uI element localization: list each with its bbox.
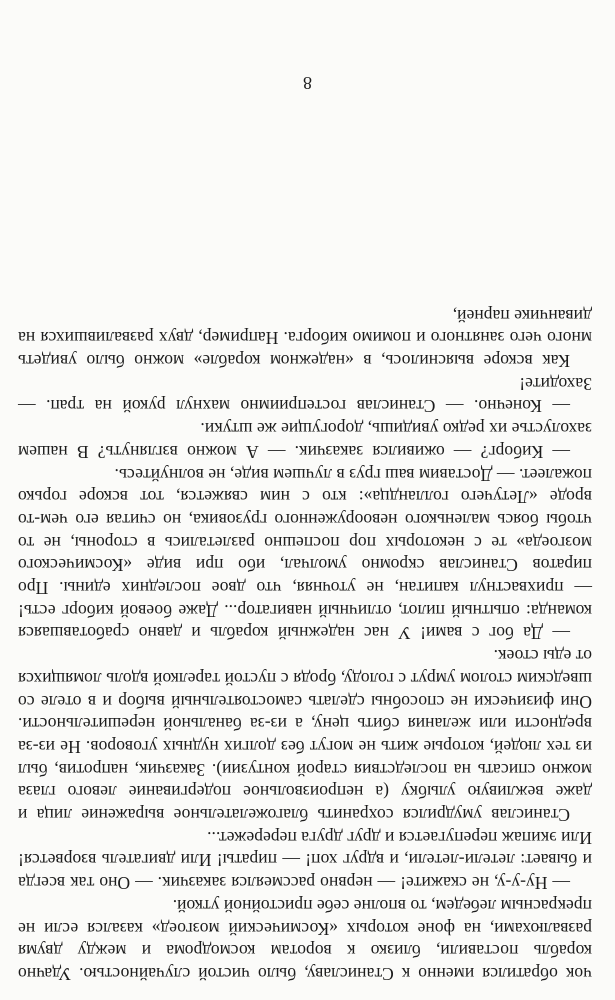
page-number: 8 — [303, 73, 312, 93]
paragraph: — Киборг? — оживился заказчик. — А можно взглянуть? В нашем захолустье их редко увидишь, дорогущие же штуки. — [18, 419, 592, 462]
paragraph: чок обратился именно к Станиславу, было чистой случайностью. Удачно корабль поставили, близко к воротам космодрома и между двумя развалюхами, на фоне которых «Космический мозгоед» казался если не прекрасным лебедем, то вполне себе пристойной уткой. — [18, 895, 592, 984]
page-text-block — [18, 304, 592, 985]
paragraph: — Конечно. — Станислав гостеприимно махнул рукой на трап. — Заходите! — [18, 373, 592, 417]
paragraph: Как вскоре выяснилось, в «надежном корабле» можно было увидеть много чего занятного и помимо киборга. Например, двух развалившихся на диванчике парней, — [18, 305, 592, 372]
paragraph: — Ну-у-у, не скажите! — нервно рассмеялся заказчик. — Оно так всегда и бывает: летели-летели, и вдруг хоп! — пираты! Или двигатель взорвется! Или экипаж перепугается и друг друга перережет... — [18, 827, 592, 894]
paragraph: Станислав умудрился сохранить благожелательное выражение лица и даже вежливую улыбку (а непроизвольное подергивание левого глаза можно списать на последствия старой контузии). Заказчик, напротив, был из тех людей, которые жить не могут без долгих нудных уговоров. Не из-за вредности или желания сбить цену, а из-за банальной нерешительности. Они физически не способны сделать самостоятельный выбор и в отеле со шведским столом умрут с голоду, бродя с пустой тарелкой вдоль ломящихся от еды стоек. — [18, 646, 592, 826]
paragraph: — Да бог с вами! У нас надежный корабль и давно сработавшаяся команда: опытный пилот, отличный навигатор... Даже боевой киборг есть! — прихвастнул капитан, не уточняя, что двое последних едины. Про пиратов Станислав скромно умолчал, ибо при виде «Космического мозгоеда» те с некоторых пор поспешно разлетались в стороны, не то чтобы боясь маленького невооруженного грузовика, но считая его чем-то вроде «Летучего голландца»: кто с ним свяжется, тот вскоре горько пожалеет. — Доставим ваш груз в лучшем виде, не волнуйтесь. — [18, 464, 592, 644]
